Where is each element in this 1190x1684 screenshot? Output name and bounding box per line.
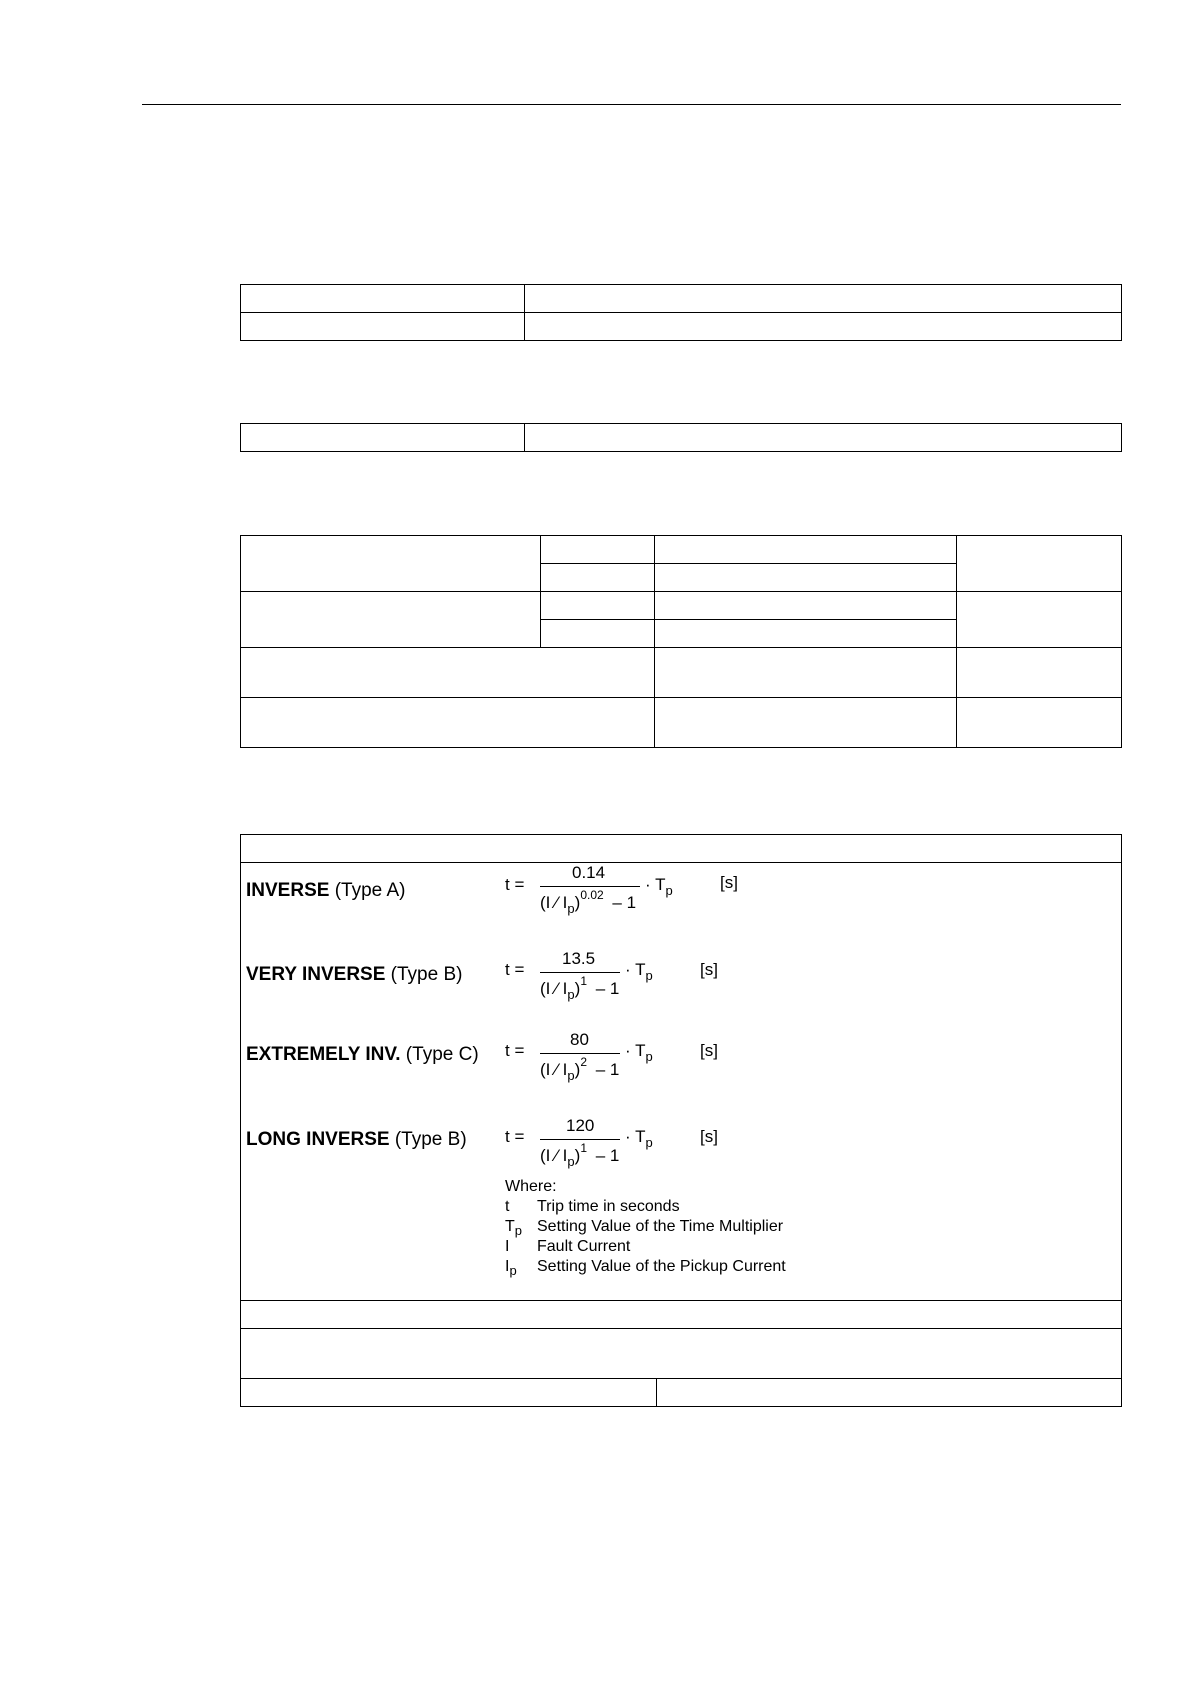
fraction-bar: [540, 972, 620, 973]
table-cell: [525, 424, 1122, 452]
settings-table-1: [240, 284, 1122, 341]
table-cell: [241, 1379, 657, 1407]
table-cell: [525, 313, 1122, 341]
table-cell: [241, 592, 541, 648]
table-cell: [655, 592, 957, 620]
table-cell: [957, 648, 1122, 698]
table-cell: [655, 564, 957, 592]
curve-name-extremely-inverse: EXTREMELY INV. (Type C): [246, 1044, 479, 1065]
table-cell: [541, 620, 655, 648]
table-cell: [241, 285, 525, 313]
formula-lhs: t =: [505, 1041, 525, 1060]
formula-unit: [s]: [700, 960, 718, 979]
fraction-bar: [540, 1053, 620, 1054]
table-cell: [241, 648, 655, 698]
fraction-bar: [540, 886, 640, 887]
table-cell: [655, 620, 957, 648]
formula-unit: [s]: [700, 1041, 718, 1060]
curve-table: [240, 834, 1122, 1407]
settings-table-3: [240, 535, 1122, 748]
table-cell: [241, 536, 541, 592]
table-cell: [541, 592, 655, 620]
formula-lhs: t =: [505, 960, 525, 979]
table-cell: [655, 698, 957, 748]
formula-unit: [s]: [720, 873, 738, 892]
curve-name-long-inverse: LONG INVERSE (Type B): [246, 1129, 467, 1150]
table-cell: [241, 835, 1122, 863]
header-rule: [142, 104, 1121, 105]
formula-multiplier: · $T_p$: [625, 1127, 653, 1150]
settings-table-2: [240, 423, 1122, 452]
formula-denominator: (I ⁄ $I_p)^1 - 1$: [540, 1141, 620, 1169]
formula-numerator: 0.14: [572, 863, 606, 882]
table-cell: [241, 1329, 1122, 1379]
curve-name-inverse: INVERSE (Type A): [246, 880, 406, 901]
formula-multiplier: · $T_p$: [625, 960, 653, 983]
table-cell: [657, 1379, 1122, 1407]
table-cell: [541, 564, 655, 592]
formula-denominator: (I ⁄ $I_p)^{0.02} - 1$: [540, 888, 637, 916]
table-cell: [957, 592, 1122, 648]
table-cell: [655, 536, 957, 564]
curve-name-very-inverse: VERY INVERSE (Type B): [246, 964, 463, 985]
formula-numerator: 80: [570, 1030, 589, 1049]
table-cell: [241, 313, 525, 341]
table-cell: [525, 285, 1122, 313]
table-cell: [957, 536, 1122, 592]
formula-lhs: t =: [505, 1127, 525, 1146]
formula-lhs: t =: [505, 875, 525, 894]
fraction-bar: [540, 1139, 620, 1140]
table-cell: [541, 536, 655, 564]
formula-multiplier: · $T_p$: [625, 1041, 653, 1064]
formula-numerator: 120: [566, 1116, 595, 1135]
table-cell: [241, 424, 525, 452]
table-cell: [957, 698, 1122, 748]
formula-unit: [s]: [700, 1127, 718, 1146]
formula-multiplier: · $T_p$: [645, 875, 673, 898]
table-cell: [241, 698, 655, 748]
table-cell: [655, 648, 957, 698]
formula-numerator: 13.5: [562, 949, 596, 968]
formula-denominator: (I ⁄ $I_p)^1 - 1$: [540, 974, 620, 1002]
formula-denominator: (I ⁄ $I_p)^2 - 1$: [540, 1055, 620, 1083]
table-cell: [241, 1301, 1122, 1329]
